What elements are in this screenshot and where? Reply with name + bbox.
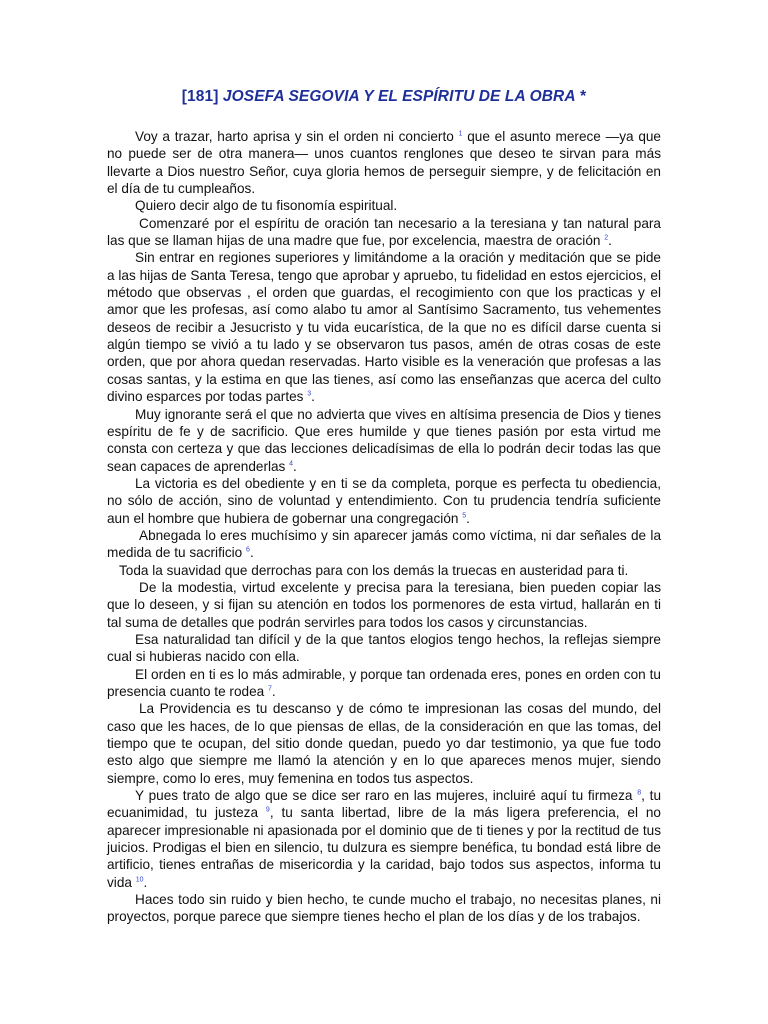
paragraph-text: Muy ignorante será el que no advierta que vives en altísima presencia de Dios y tienes espíritu de fe y de sacrificio. Que eres humilde y que tienes pasión por esta virtud me consta con certeza y que das lecciones delicadísimas de ella lo podrán decir todas las que sean capaces de aprenderlas (107, 406, 661, 474)
title-text: JOSEFA SEGOVIA Y EL ESPÍRITU DE LA OBRA (222, 88, 576, 105)
paragraph (107, 562, 661, 579)
paragraph (107, 666, 661, 701)
title-number: [181] (181, 88, 219, 105)
document-body (107, 128, 661, 926)
document-title (107, 88, 661, 106)
paragraph-text: . (249, 545, 254, 561)
footnote-ref[interactable]: 3 (307, 390, 312, 398)
paragraph-text: , tu ecuanimidad, tu justeza (107, 788, 662, 821)
footnote-ref[interactable]: 6 (246, 546, 250, 554)
paragraph-text: De la modestia, virtud excelente y precisa para la teresiana, bien pueden copiar las que lo deseen, y si fijan su atención en todos los pormenores de esta virtud, hallarán en ti tal suma de detalles que podrán servirles para todos los casos y circunstancias. (107, 579, 661, 630)
paragraph-text: , tu santa libertad, libre de la más ligera preferencia, el no aparecer impresionable ni apasionada por el dominio que de ti tienes y por la rectitud de tus juicios. Prodigas el bien en silencio, tu dulzura es siempre benéfica, tu bondad está libre de artificio, tienes entrañas de misericordia y la caridad, bajo todos sus aspectos, informa tu vida (107, 805, 661, 890)
footnote-ref[interactable]: 9 (265, 806, 270, 814)
footnote-ref[interactable]: 1 (458, 130, 463, 138)
paragraph-text: Esa naturalidad tan difícil y de la que tantos elogios tengo hechos, la reflejas siempre cual si hubieras nacido con ella. (107, 631, 661, 665)
paragraph-text: . (608, 233, 612, 249)
paragraph (107, 787, 661, 891)
paragraph-text: Quiero decir algo de tu fisonomía espiritual. (135, 198, 398, 214)
footnote-ref[interactable]: 4 (289, 460, 294, 467)
paragraph-text: Voy a trazar, harto aprisa y sin el orden ni concierto (135, 129, 459, 144)
paragraph-text: Comenzaré por el espíritu de oración tan necesario a la teresiana y tan natural para las que se llaman hijas de una madre que fue, por excelencia, maestra de oración (107, 215, 661, 249)
paragraph-text: . (271, 684, 276, 699)
paragraph-text: Abnegada lo eres muchísimo y sin aparecer jamás como víctima, ni dar señales de la medida de tu sacrificio (107, 527, 661, 561)
paragraph-text: . (293, 458, 297, 474)
footnote-ref[interactable]: 2 (604, 234, 609, 242)
paragraph-text: Haces todo sin ruido y bien hecho, te cunde mucho el trabajo, no necesitas planes, ni proyectos, porque parece que siempre tienes hecho el plan de los días y de los trabajos. (107, 892, 661, 925)
paragraph (107, 197, 661, 214)
paragraph (107, 891, 661, 926)
footnote-ref[interactable]: 10 (135, 876, 144, 884)
paragraph-text: El orden en ti es lo más admirable, y porque tan ordenada eres, pones en orden con tu presencia cuanto te rodea (107, 666, 661, 699)
title-footnote-star: * (580, 88, 587, 105)
paragraph-text: que el asunto merece —ya que no puede ser de otra manera— unos cuantos renglones que deseo te sirvan para más llevarte a Dios nuestro Señor, cuya gloria hemos de perseguir siempre, y de felicitación en el día de tu cumpleaños. (107, 129, 661, 197)
paragraph-text: La victoria es del obediente y en ti se da completa, porque es perfecta tu obediencia, no sólo de acción, sino de voluntad y entendimiento. Con tu prudencia tendría suficiente aun el hombre que hubiera de gobernar una congregación (107, 475, 661, 526)
document-page (107, 88, 661, 926)
paragraph-text: Sin entrar en regiones superiores y limitándome a la oración y meditación que se pide a las hijas de Santa Teresa, tengo que aprobar y apruebo, tu fidelidad en estos ejercicios, el método que observas , el orden que guardas, el recogimiento con que los practicas y el amor que les profesas, así como alabo tu amor al Santísimo Sacramento, tus vehementes deseos de recibir a Jesucristo y tu vida eucarística, de la que no es difícil darse cuenta si algún tiempo se vivió a tu lado y se observaron tus pasos, amén de otras cosas de este orden, que por ahora quedan reservadas. Harto visible es la veneración que profesas a las cosas santas, y la estima en que las tienes, así como las enseñanzas que acerca del culto divino esparces por todas partes (107, 250, 661, 405)
paragraph (107, 249, 661, 405)
paragraph-text: . (466, 510, 470, 526)
paragraph-text: . (311, 389, 315, 405)
paragraph (107, 527, 661, 562)
footnote-ref[interactable]: 5 (462, 512, 467, 520)
paragraph-text: . (143, 874, 148, 890)
paragraph (107, 406, 661, 475)
paragraph (107, 475, 661, 527)
footnote-ref[interactable]: 7 (267, 685, 272, 693)
paragraph-text: La Providencia es tu descanso y de cómo te impresionan las cosas del mundo, del caso que les haces, de lo que piensas de ellas, de la consideración en que las tomas, del tiempo que te ocupan, del sitio donde quedan, puedo yo dar testimonio, ya que fue todo esto algo que siempre me llamó la atención y en lo que apareces menos mujer, siendo siempre, como lo eres, muy femenina en todos tus aspectos. (107, 701, 661, 786)
paragraph (107, 128, 661, 197)
paragraph-text: Toda la suavidad que derrochas para con los demás la truecas en austeridad para ti. (119, 562, 629, 578)
paragraph-text: Y pues trato de algo que se dice ser raro en las mujeres, incluiré aquí tu firmeza (135, 788, 638, 804)
paragraph (107, 631, 661, 666)
footnote-ref[interactable]: 8 (637, 789, 642, 797)
paragraph (107, 579, 661, 631)
paragraph (107, 700, 661, 787)
paragraph (107, 215, 661, 250)
